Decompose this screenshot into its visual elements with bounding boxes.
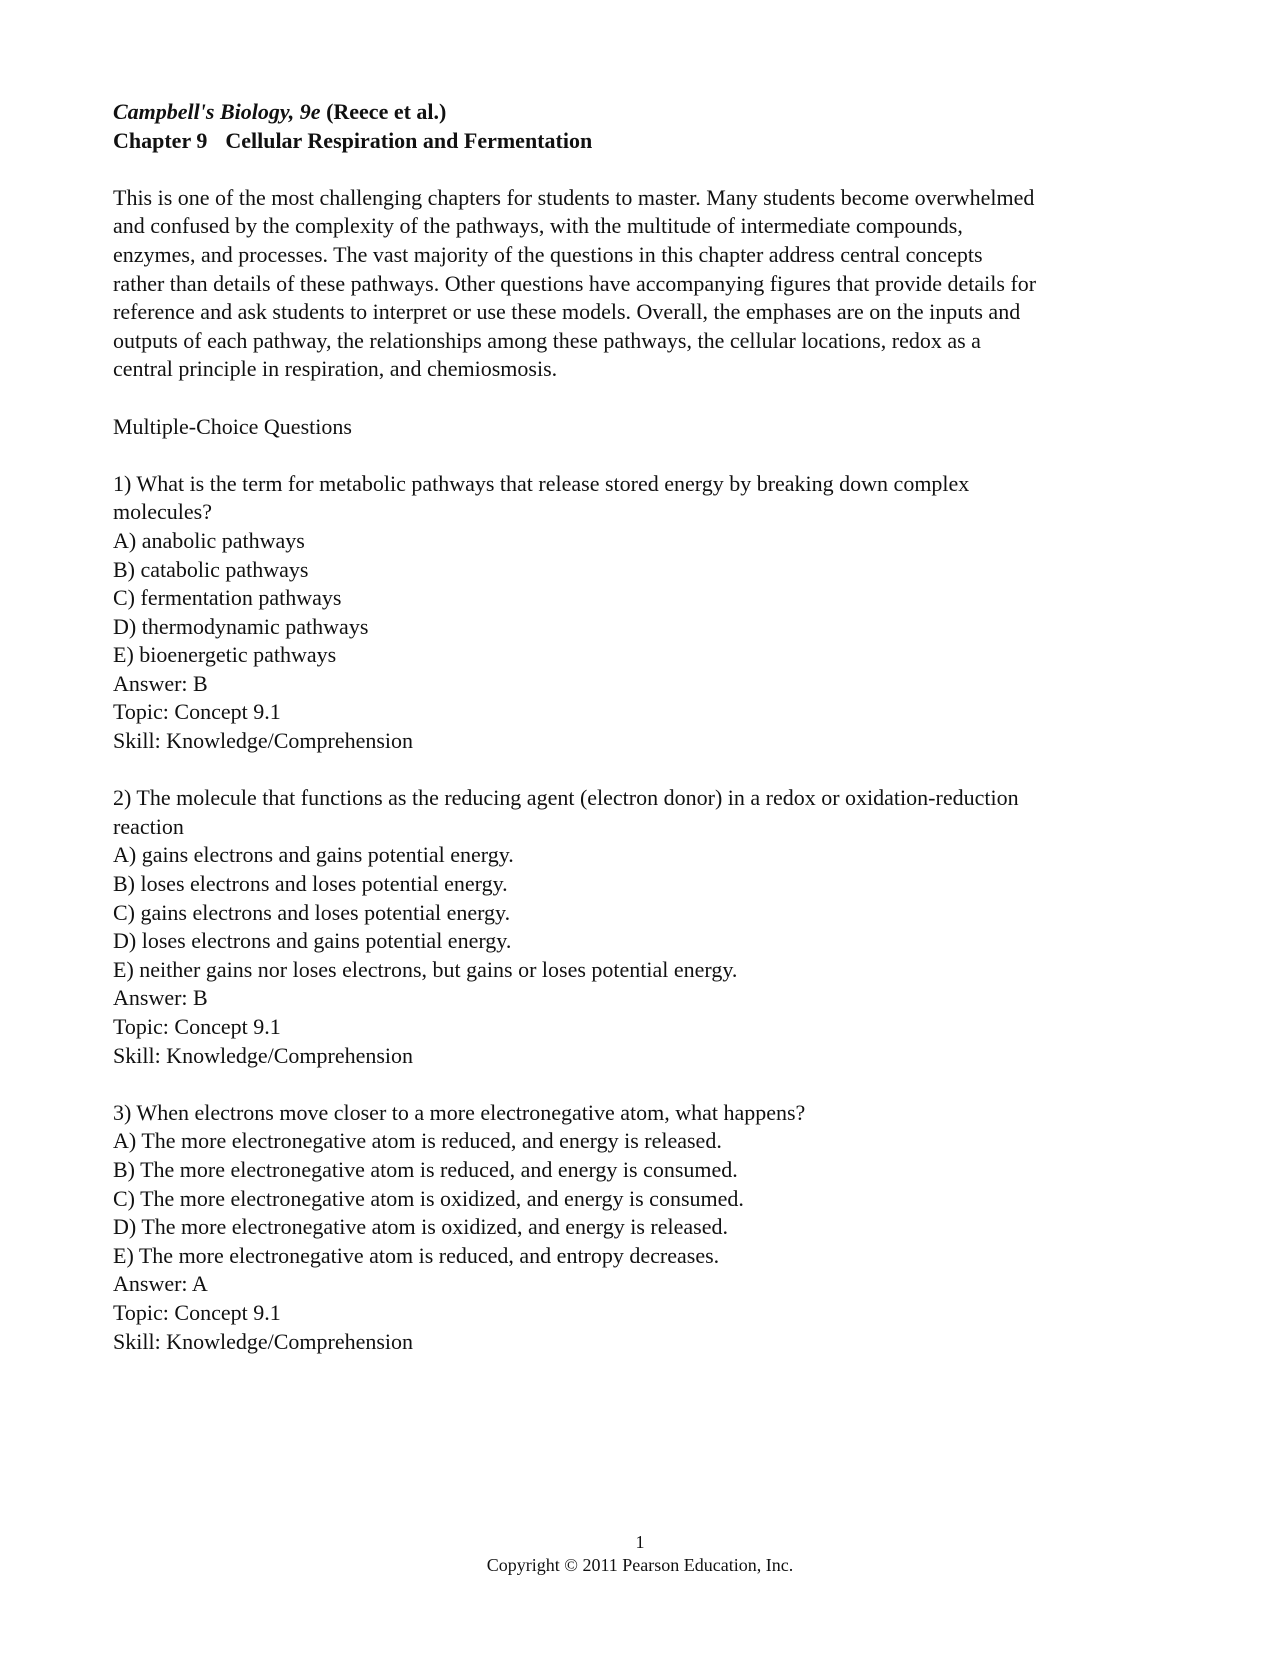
intro-line: reference and ask students to interpret or use these models. Overall, the emphases are on the inputs and [113,299,1021,325]
book-authors: (Reece et al.) [320,99,447,124]
option-a: A) The more electronegative atom is reduced, and energy is released. [113,1128,722,1154]
option-e: E) neither gains nor loses electrons, but gains or loses potential energy. [113,956,738,982]
topic: Topic: Concept 9.1 [113,1014,281,1039]
option-c: C) gains electrons and loses potential energy. [113,899,511,925]
option-a: A) gains electrons and gains potential energy. [113,842,514,868]
skill: Skill: Knowledge/Comprehension [113,1328,414,1354]
intro-line: and confused by the complexity of the pathways, with the multitude of intermediate compounds, [113,213,963,239]
skill: Skill: Knowledge/Comprehension [113,1042,414,1068]
option-a: A) anabolic pathways [113,527,305,553]
option-e: E) The more electronegative atom is reduced, and entropy decreases. [113,1242,720,1268]
intro-line: central principle in respiration, and chemiosmosis. [113,356,558,382]
book-title: Campbell's Biology, 9e [113,99,321,124]
option-c: C) fermentation pathways [113,585,342,611]
intro-line: This is one of the most challenging chapters for students to master. Many students become overwhelmed [113,184,1035,210]
question-stem: 3) When electrons move closer to a more electronegative atom, what happens? [113,1099,806,1125]
question-stem: reaction [113,813,184,839]
chapter-label: Chapter 9 [113,127,208,153]
question-stem: 1) What is the term for metabolic pathways that release stored energy by breaking down complex [113,470,970,496]
page-number: 1 [635,1532,645,1552]
question-1 [113,470,1173,756]
intro-line: outputs of each pathway, the relationships among these pathways, the cellular locations, redox as a [113,327,981,353]
question-3 [113,1099,1173,1356]
answer: Answer: B [113,985,208,1011]
intro-line: rather than details of these pathways. Other questions have accompanying figures that provide details for [113,270,1037,296]
copyright-notice: Copyright © 2011 Pearson Education, Inc. [486,1555,794,1575]
option-b: B) catabolic pathways [113,556,309,582]
intro-paragraph [113,184,1173,384]
topic: Topic: Concept 9.1 [113,699,281,725]
option-e: E) bioenergetic pathways [113,642,337,668]
topic: Topic: Concept 9.1 [113,1299,281,1325]
option-b: B) loses electrons and loses potential energy. [113,871,508,897]
answer: Answer: B [113,670,208,696]
option-d: D) loses electrons and gains potential energy. [113,928,512,954]
skill: Skill: Knowledge/Comprehension [113,728,414,754]
option-d: D) thermodynamic pathways [113,613,369,639]
question-stem: molecules? [113,499,212,525]
chapter-heading [113,127,1173,156]
option-c: C) The more electronegative atom is oxidized, and energy is consumed. [113,1185,744,1211]
option-b: B) The more electronegative atom is reduced, and energy is consumed. [113,1156,738,1182]
answer: Answer: A [113,1271,208,1297]
book-title-line [113,98,1173,127]
document-page [113,98,1173,1356]
question-2 [113,784,1173,1070]
question-stem: 2) The molecule that functions as the reducing agent (electron donor) in a redox or oxidation-reduction [113,785,1019,811]
intro-line: enzymes, and processes. The vast majority of the questions in this chapter address central concepts [113,241,983,267]
chapter-title: Cellular Respiration and Fermentation [225,127,593,153]
option-d: D) The more electronegative atom is oxidized, and energy is released. [113,1214,728,1240]
section-heading: Multiple-Choice Questions [113,413,352,439]
